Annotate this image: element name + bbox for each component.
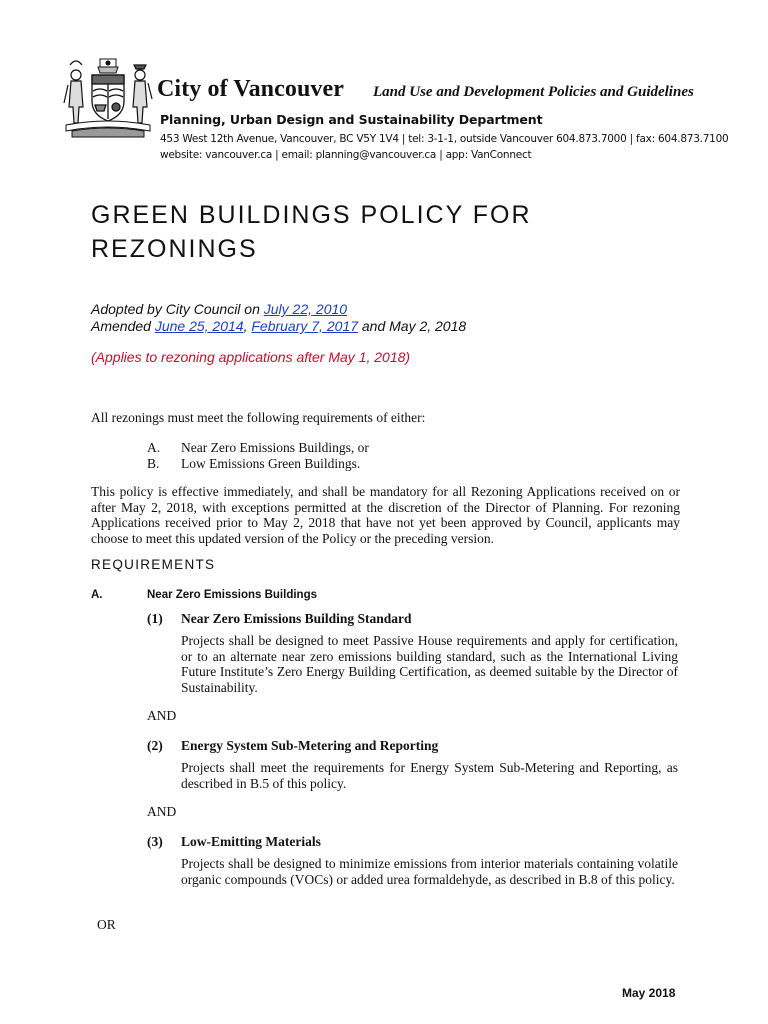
item-number: (1) <box>147 611 163 626</box>
adopted-prefix: Adopted by City Council on <box>91 301 264 317</box>
option-letter: B. <box>147 456 160 471</box>
intro-lead: All rezonings must meet the following requirements of either: <box>91 410 426 425</box>
tagline: Land Use and Development Policies and Guidelines <box>373 84 694 100</box>
contact-address: 453 West 12th Avenue, Vancouver, BC V5Y 1V4 | tel: 3-1-1, outside Vancouver 604.873.7000 | fax: 604.873.7100 <box>160 133 729 145</box>
adopted-line <box>91 301 347 318</box>
item-body: Projects shall be designed to meet Passive House requirements and apply for certification, or to an alternate near zero emissions building standard, such as the International Living Future Institute’s Zero Energy Building Certification, as deemed suitable by the Director of Sustainability. <box>181 633 678 695</box>
contact-web: website: vancouver.ca | email: planning@vancouver.ca | app: VanConnect <box>160 149 532 161</box>
item-number: (2) <box>147 738 163 753</box>
and-connector: AND <box>147 804 177 819</box>
amended-date-link-1[interactable]: June 25, 2014 <box>154 318 244 334</box>
amended-prefix: Amended <box>91 318 155 334</box>
option-text: Near Zero Emissions Buildings, or <box>181 440 369 455</box>
footer-date: May 2018 <box>622 986 676 1000</box>
item-title: Energy System Sub-Metering and Reporting <box>181 738 439 753</box>
document-title: GREEN BUILDINGS POLICY FOR REZONINGS <box>91 201 532 263</box>
requirements-heading: REQUIREMENTS <box>91 557 216 572</box>
item-body: Projects shall meet the requirements for Energy System Sub-Metering and Reporting, as described in B.5 of this policy. <box>181 760 678 791</box>
city-crest-logo <box>62 55 154 139</box>
or-connector: OR <box>97 917 116 932</box>
applies-note: (Applies to rezoning applications after May 1, 2018) <box>91 349 411 365</box>
option-letter: A. <box>147 440 161 455</box>
item-body: Projects shall be designed to minimize emissions from interior materials containing volatile organic compounds (VOCs) or added urea formaldehyde, as described in B.8 of this policy. <box>181 856 678 887</box>
amended-date-link-2[interactable]: February 7, 2017 <box>251 318 358 334</box>
amended-suffix: and May 2, 2018 <box>357 318 467 334</box>
amended-line <box>91 318 466 335</box>
city-name: City of Vancouver <box>157 76 345 102</box>
department-name: Planning, Urban Design and Sustainability Department <box>160 112 543 127</box>
effective-paragraph: This policy is effective immediately, and shall be mandatory for all Rezoning Applications received on or after May 2, 2018, with exceptions permitted at the discretion of the Director of Planning. For rezoning Applications received prior to May 2, 2018 that have not yet been approved by Council, applicants may choose to meet this updated version of the Policy or the preceding version. <box>91 484 680 546</box>
item-title: Near Zero Emissions Building Standard <box>181 611 412 626</box>
item-title: Low-Emitting Materials <box>181 834 321 849</box>
item-number: (3) <box>147 834 163 849</box>
option-text: Low Emissions Green Buildings. <box>181 456 361 471</box>
adopted-date-link[interactable]: July 22, 2010 <box>263 301 348 317</box>
section-letter: A. <box>91 589 103 601</box>
section-title: Near Zero Emissions Buildings <box>147 589 317 601</box>
amended-separator: , <box>243 318 252 334</box>
and-connector: AND <box>147 708 177 723</box>
